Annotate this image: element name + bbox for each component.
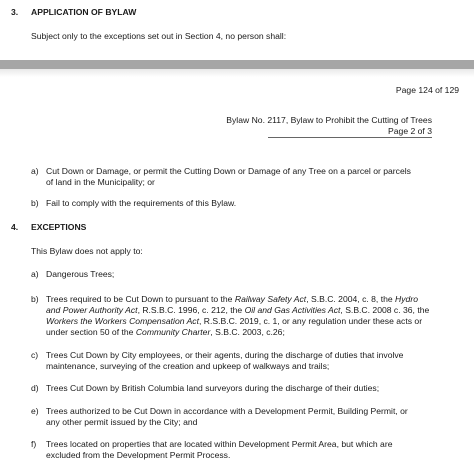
exception-f-line2: excluded from the Development Permit Process. bbox=[46, 450, 231, 460]
prohibition-a-line2: of land in the Municipality; or bbox=[46, 177, 155, 187]
header-rule bbox=[268, 137, 432, 138]
exception-b-line1: Trees required to be Cut Down to pursuant to the Railway Safety Act, S.B.C. 2004, c. 8, the Hydro bbox=[46, 294, 418, 304]
exception-e-line2: any other permit issued by the City; and bbox=[46, 417, 198, 427]
section-4-heading: EXCEPTIONS bbox=[31, 222, 87, 232]
exception-c-line2: maintenance, surveying of the creation and upkeep of walkways and trails; bbox=[46, 361, 330, 371]
exception-c-line1: Trees Cut Down by City employees, or their agents, during the discharge of duties that involve bbox=[46, 350, 404, 360]
page-break-shadow bbox=[0, 69, 474, 77]
exception-f-line1: Trees located on properties that are located within Development Permit Area, but which are bbox=[46, 439, 393, 449]
exception-d-line1: Trees Cut Down by British Columbia land surveyors during the discharge of their duties; bbox=[46, 383, 380, 393]
exception-f-marker: f) bbox=[31, 439, 37, 449]
section-3-number: 3. bbox=[11, 7, 19, 17]
bylaw-page: Page 2 of 3 bbox=[388, 126, 432, 136]
exception-b-line3: Workers the Workers Compensation Act, R.S.B.C. 2019, c. 1, or any regulation under these acts or bbox=[46, 316, 423, 326]
exception-b-line2: and Power Authority Act, R.S.B.C. 1996, c. 212, the Oil and Gas Activities Act, S.B.C. 2008 c. 36, the bbox=[46, 305, 430, 315]
exception-c-marker: c) bbox=[31, 350, 39, 360]
exception-b-line4: under section 50 of the Community Charter, S.B.C. 2003, c.26; bbox=[46, 327, 285, 337]
prohibition-a-line1: Cut Down or Damage, or permit the Cutting Down or Damage of any Tree on a parcel or parcels bbox=[46, 166, 411, 176]
exception-a-text: Dangerous Trees; bbox=[46, 269, 115, 279]
exception-b-marker: b) bbox=[31, 294, 39, 304]
section-4-intro: This Bylaw does not apply to: bbox=[31, 246, 143, 256]
prohibition-b-marker: b) bbox=[31, 198, 39, 208]
prohibition-b-line1: Fail to comply with the requirements of this Bylaw. bbox=[46, 198, 237, 208]
exception-e-marker: e) bbox=[31, 406, 39, 416]
section-3-intro: Subject only to the exceptions set out in Section 4, no person shall: bbox=[31, 31, 287, 41]
prohibition-a-marker: a) bbox=[31, 166, 39, 176]
section-4-number: 4. bbox=[11, 222, 19, 232]
page-break-band bbox=[0, 60, 474, 69]
section-3-heading: APPLICATION OF BYLAW bbox=[31, 7, 137, 17]
page-number: Page 124 of 129 bbox=[395, 85, 459, 95]
exception-a-marker: a) bbox=[31, 269, 39, 279]
bylaw-title: Bylaw No. 2117, Bylaw to Prohibit the Cutting of Trees bbox=[226, 115, 432, 125]
exception-e-line1: Trees authorized to be Cut Down in accordance with a Development Permit, Building Permit, or bbox=[46, 406, 408, 416]
exception-d-marker: d) bbox=[31, 383, 39, 393]
